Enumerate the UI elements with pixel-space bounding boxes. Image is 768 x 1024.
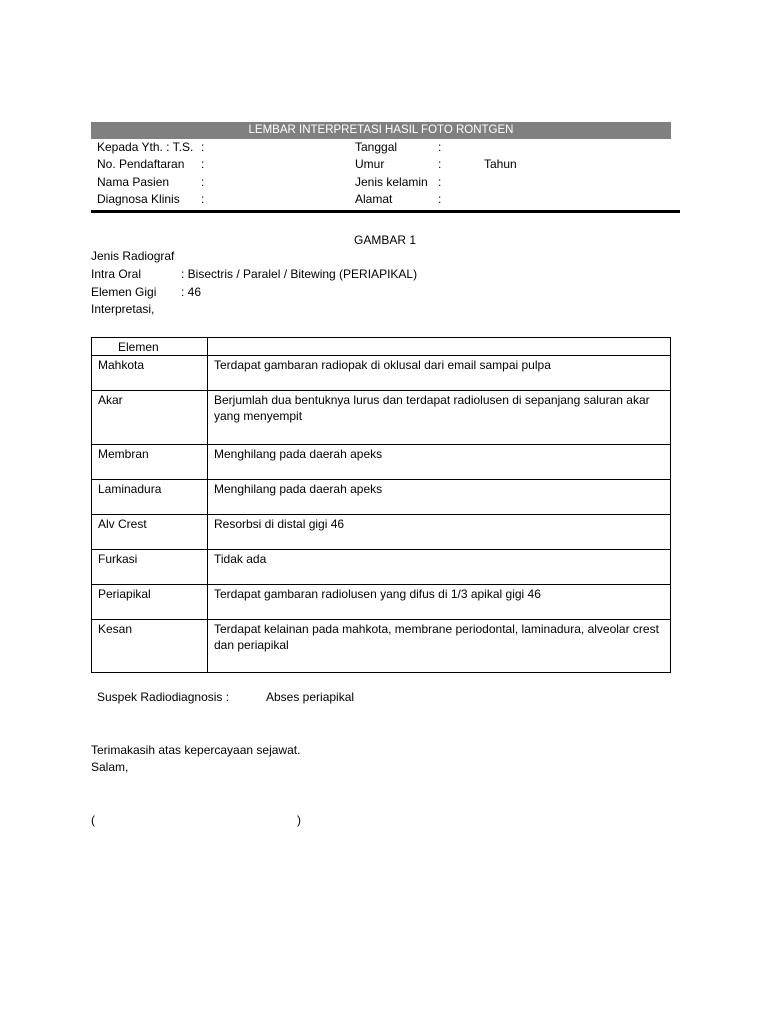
interpretasi-label: Interpretasi, (91, 302, 155, 316)
header-label-umur: Umur (355, 157, 385, 171)
table-row (92, 356, 671, 391)
header-colon: : (438, 157, 442, 171)
row-label: Mahkota (92, 356, 208, 391)
header-unit-tahun: Tahun (484, 157, 517, 171)
table-row (92, 391, 671, 445)
row-value: Berjumlah dua bentuknya lurus dan terdapat radiolusen di sepanjang saluran akar yang menyempit (208, 391, 671, 445)
signature-close-paren: ) (297, 813, 301, 827)
row-value: Terdapat gambaran radiopak di oklusal dari email sampai pulpa (208, 356, 671, 391)
closing-text: Terimakasih atas kepercayaan sejawat. (91, 743, 301, 757)
row-value: Menghilang pada daerah apeks (208, 480, 671, 515)
row-label: Akar (92, 391, 208, 445)
row-label: Membran (92, 445, 208, 480)
elemen-gigi-value: : 46 (181, 285, 202, 299)
intra-oral-value: : Bisectris / Paralel / Bitewing (PERIAPIKAL) (181, 267, 418, 281)
header-colon: : (438, 175, 442, 189)
table-row (92, 445, 671, 480)
header-colon: : (201, 157, 205, 171)
jenis-radiograf-label: Jenis Radiograf (91, 249, 175, 263)
header-colon: : (201, 175, 205, 189)
header-label-tanggal: Tanggal (355, 140, 398, 154)
table-row (92, 515, 671, 550)
signature-open-paren: ( (91, 813, 95, 827)
table-header-elemen: Elemen (92, 338, 208, 356)
row-label: Laminadura (92, 480, 208, 515)
header-colon: : (201, 192, 205, 206)
header-label-jenis-kelamin: Jenis kelamin (355, 175, 428, 189)
document-title: LEMBAR INTERPRETASI HASIL FOTO RONTGEN (91, 122, 671, 139)
elemen-gigi-label: Elemen Gigi (91, 285, 157, 299)
table-header-blank (208, 338, 671, 356)
header-label-diagnosa-klinis: Diagnosa Klinis (97, 192, 180, 206)
row-label: Alv Crest (92, 515, 208, 550)
row-label: Periapikal (92, 585, 208, 620)
row-value: Menghilang pada daerah apeks (208, 445, 671, 480)
header-colon: : (438, 140, 442, 154)
header-label-no-pendaftaran: No. Pendaftaran (97, 157, 185, 171)
row-value: Resorbsi di distal gigi 46 (208, 515, 671, 550)
header-label-alamat: Alamat (355, 192, 393, 206)
row-value: Tidak ada (208, 550, 671, 585)
row-label: Furkasi (92, 550, 208, 585)
table-row (92, 620, 671, 673)
header-colon: : (201, 140, 205, 154)
header-colon: : (438, 192, 442, 206)
salam-text: Salam, (91, 760, 129, 774)
intra-oral-label: Intra Oral (91, 267, 142, 281)
header-divider (91, 210, 680, 213)
section-title: GAMBAR 1 (354, 233, 417, 247)
table-row (92, 480, 671, 515)
row-label: Kesan (92, 620, 208, 673)
header-label-nama-pasien: Nama Pasien (97, 175, 170, 189)
row-value: Terdapat kelainan pada mahkota, membrane periodontal, laminadura, alveolar crest dan periapikal (208, 620, 671, 673)
table-header-row (92, 338, 671, 356)
table-row (92, 585, 671, 620)
row-value: Terdapat gambaran radiolusen yang difus di 1/3 apikal gigi 46 (208, 585, 671, 620)
suspek-value: Abses periapikal (266, 690, 355, 704)
suspek-label: Suspek Radiodiagnosis : (97, 690, 230, 704)
table-row (92, 550, 671, 585)
header-label-kepada: Kepada Yth. : T.S. (97, 140, 194, 154)
interpretation-table (91, 337, 671, 673)
